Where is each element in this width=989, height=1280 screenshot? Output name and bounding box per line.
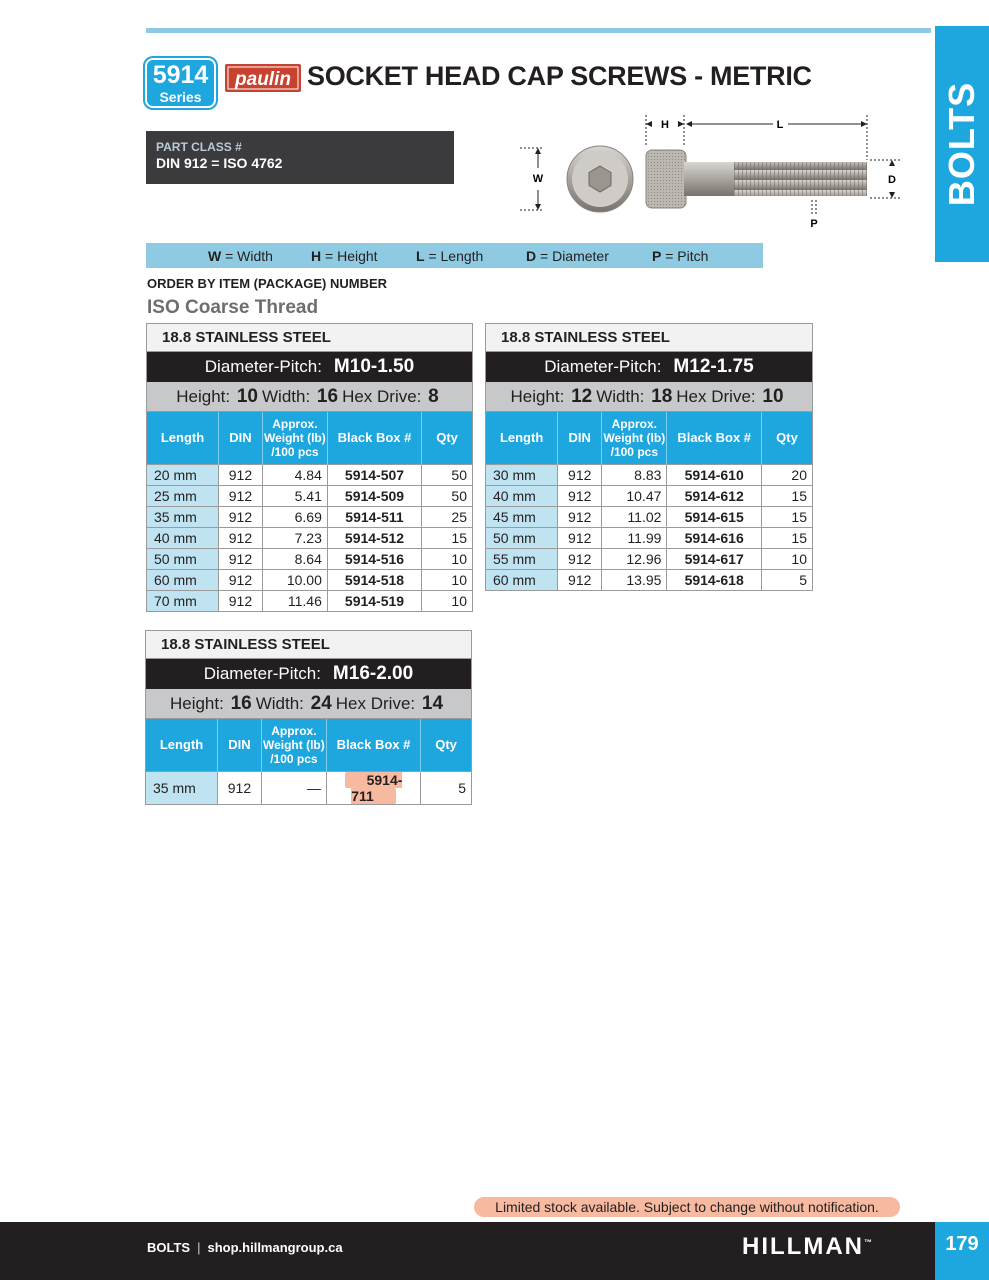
cell-length: 40 mm [147,527,219,548]
diameter-pitch-row [486,352,812,382]
col-din: DIN [219,412,263,464]
table-row [147,464,472,485]
product-table-grid [146,719,471,804]
footer-breadcrumb [147,1240,343,1255]
cell-length: 40 mm [486,485,558,506]
series-badge [145,58,216,108]
cell-length: 60 mm [486,569,558,590]
table-row [486,548,812,569]
cell-length: 50 mm [147,548,219,569]
cell-weight: — [261,771,326,804]
cell-qty: 50 [422,485,472,506]
cell-din: 912 [219,548,263,569]
material-header: 18.8 STAINLESS STEEL [146,631,471,659]
page-footer [0,1222,989,1280]
cell-din: 912 [558,527,602,548]
cell-weight: 11.46 [262,590,327,611]
paulin-logo-text: paulin [235,69,291,90]
part-class-label: PART CLASS # [156,140,242,154]
cell-weight: 10.47 [602,485,667,506]
cell-din: 912 [558,506,602,527]
cell-black-box: 5914-617 [667,548,762,569]
limited-stock-note: Limited stock available. Subject to change without notification. [474,1197,900,1217]
part-class-value: DIN 912 = ISO 4762 [156,155,283,171]
table-row [146,771,471,804]
hex-value: 8 [428,386,439,407]
cell-qty: 20 [761,464,812,485]
cell-black-box: 5914-610 [667,464,762,485]
cell-weight: 11.99 [602,527,667,548]
dp-value: M16-2.00 [332,663,414,684]
width-value: 16 [316,386,339,407]
hex-label: Hex Drive: [676,387,756,406]
cell-length: 20 mm [147,464,219,485]
cell-black-box: 5914-616 [667,527,762,548]
diagram-h-label: H [661,119,669,131]
legend-diameter: D = Diameter [526,247,609,264]
product-table-m12 [485,323,813,591]
column-header-row [486,412,812,464]
legend-length: L = Length [416,247,484,264]
col-weight: Approx. Weight (lb) /100 pcs [262,412,327,464]
page-number-box [935,1222,989,1280]
side-tab-label: BOLTS [941,81,982,207]
cell-length: 50 mm [486,527,558,548]
cell-black-box [326,771,420,804]
height-value: 10 [236,386,258,407]
page-number: 179 [945,1233,979,1255]
cell-din: 912 [558,548,602,569]
order-by-note: ORDER BY ITEM (PACKAGE) NUMBER [147,276,388,291]
diagram-d-label: D [888,174,896,186]
column-header-row [146,719,471,771]
footer-separator: | [197,1240,201,1255]
col-black-box: Black Box # [327,412,421,464]
cell-din: 912 [219,464,263,485]
dp-label: Diameter-Pitch: [204,357,322,376]
cell-black-box: 5914-518 [327,569,421,590]
cell-qty: 5 [421,771,471,804]
hex-label: Hex Drive: [342,387,422,406]
product-table-grid [147,412,472,611]
hex-label: Hex Drive: [335,694,416,713]
hex-value: 14 [421,693,444,714]
dimension-row [146,689,471,719]
material-header: 18.8 STAINLESS STEEL [486,324,812,352]
cell-qty: 15 [761,506,812,527]
screw-dimension-diagram [518,110,910,235]
cell-black-box: 5914-615 [667,506,762,527]
cell-length: 35 mm [146,771,218,804]
table-row [147,506,472,527]
cell-din: 912 [219,527,263,548]
col-black-box: Black Box # [326,719,420,771]
cell-weight: 10.00 [262,569,327,590]
footer-section: BOLTS [147,1240,191,1255]
cell-black-box: 5914-507 [327,464,421,485]
cell-qty: 5 [761,569,812,590]
col-din: DIN [218,719,262,771]
cell-black-box: 5914-618 [667,569,762,590]
cell-din: 912 [219,569,263,590]
material-header: 18.8 STAINLESS STEEL [147,324,472,352]
diagram-w-label: W [532,173,544,185]
col-length: Length [146,719,218,771]
width-value: 18 [651,386,673,407]
cell-din: 912 [218,771,262,804]
table-row [147,590,472,611]
cell-din: 912 [219,590,263,611]
cell-black-box: 5914-519 [327,590,421,611]
legend-pitch: P = Pitch [652,247,709,264]
col-weight: Approx. Weight (lb) /100 pcs [602,412,667,464]
cell-weight: 8.64 [262,548,327,569]
dp-label: Diameter-Pitch: [203,664,321,683]
legend-width: W = Width [208,247,273,264]
col-qty: Qty [422,412,472,464]
height-label: Height: [510,387,565,406]
top-rule [146,28,931,33]
cell-qty: 10 [422,569,472,590]
column-header-row [147,412,472,464]
col-weight: Approx. Weight (lb) /100 pcs [261,719,326,771]
series-label: Series [159,89,202,105]
cell-qty: 15 [761,485,812,506]
hillman-logo: HILLMAN™ [742,1233,874,1260]
cell-length: 55 mm [486,548,558,569]
cell-weight: 4.84 [262,464,327,485]
dimension-row [147,382,472,412]
table-row [486,506,812,527]
cell-din: 912 [558,485,602,506]
width-label: Width: [262,387,311,406]
cell-length: 70 mm [147,590,219,611]
diagram-l-label: L [776,119,784,131]
cell-length: 25 mm [147,485,219,506]
table-row [486,569,812,590]
cell-din: 912 [219,506,263,527]
dp-value: M12-1.75 [673,356,754,377]
product-table-grid [486,412,812,590]
height-value: 16 [230,693,252,714]
hex-value: 10 [762,386,784,407]
col-qty: Qty [421,719,471,771]
cell-black-box: 5914-512 [327,527,421,548]
table-row [147,548,472,569]
cell-black-box: 5914-509 [327,485,421,506]
dimension-row [486,382,812,412]
cell-qty: 10 [422,590,472,611]
cell-weight: 6.69 [262,506,327,527]
cell-weight: 13.95 [602,569,667,590]
height-label: Height: [169,694,224,713]
col-din: DIN [558,412,602,464]
cell-weight: 5.41 [262,485,327,506]
table-row [147,569,472,590]
dimension-legend [146,243,763,268]
cell-qty: 10 [761,548,812,569]
table-row [486,485,812,506]
width-value: 24 [310,693,332,714]
height-value: 12 [571,386,593,407]
cell-din: 912 [558,569,602,590]
diameter-pitch-row [147,352,472,382]
cell-din: 912 [558,464,602,485]
dp-value: M10-1.50 [333,356,415,377]
table-row [486,464,812,485]
col-length: Length [147,412,219,464]
cell-weight: 8.83 [602,464,667,485]
cell-length: 45 mm [486,506,558,527]
cell-length: 30 mm [486,464,558,485]
product-table-m10 [146,323,473,612]
width-label: Width: [255,694,304,713]
cell-qty: 10 [422,548,472,569]
section-side-tab [935,26,989,262]
legend-height: H = Height [311,247,378,264]
page-title: SOCKET HEAD CAP SCREWS - METRIC [307,61,812,91]
cell-length: 35 mm [147,506,219,527]
col-black-box: Black Box # [667,412,762,464]
diameter-pitch-row [146,659,471,689]
cell-weight: 7.23 [262,527,327,548]
limited-stock-highlight: 5914-711 [345,772,403,804]
cell-qty: 15 [422,527,472,548]
table-row [486,527,812,548]
footer-url-link[interactable]: shop.hillmangroup.ca [207,1240,343,1255]
cell-black-box: 5914-516 [327,548,421,569]
height-label: Height: [176,387,231,406]
cell-black-box: 5914-612 [667,485,762,506]
diagram-p-label: P [810,218,818,230]
table-row [147,485,472,506]
dp-label: Diameter-Pitch: [544,357,662,376]
col-qty: Qty [761,412,812,464]
series-number: 5914 [152,61,209,89]
cell-qty: 15 [761,527,812,548]
col-length: Length [486,412,558,464]
cell-qty: 50 [422,464,472,485]
thread-heading: ISO Coarse Thread [147,297,319,318]
cell-weight: 11.02 [602,506,667,527]
cell-black-box: 5914-511 [327,506,421,527]
part-class-box [146,131,454,184]
width-label: Width: [596,387,645,406]
table-row [147,527,472,548]
paulin-logo [225,64,301,92]
cell-din: 912 [219,485,263,506]
cell-qty: 25 [422,506,472,527]
cell-length: 60 mm [147,569,219,590]
cell-weight: 12.96 [602,548,667,569]
product-table-m16 [145,630,472,805]
